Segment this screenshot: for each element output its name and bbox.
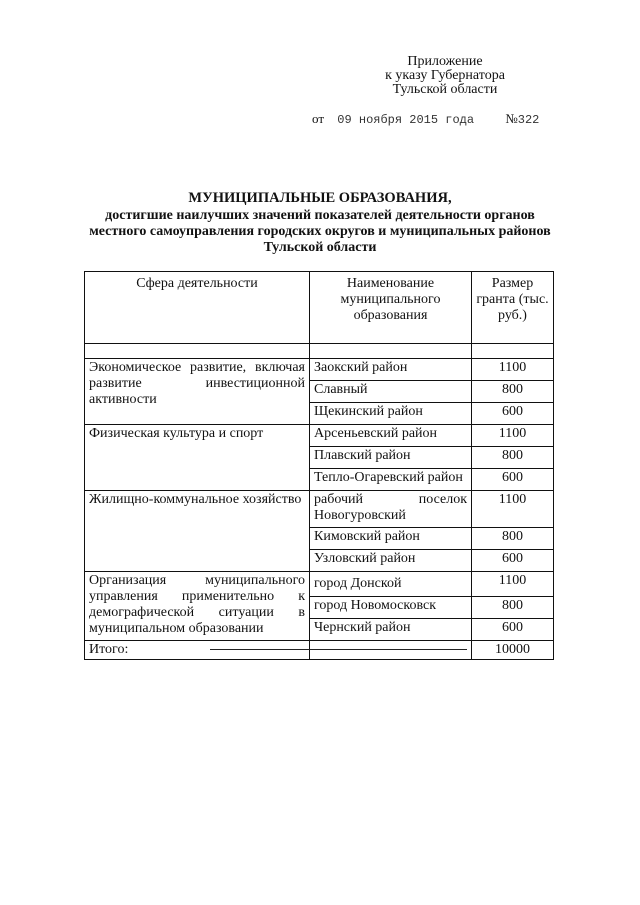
closing-rule [210,649,467,650]
municipality-cell: Славный [310,381,472,403]
municipality-cell: Арсеньевский район [310,425,472,447]
total-empty-cell [310,641,472,660]
municipality-cell: Тепло-Огаревский район [310,469,472,491]
decree-number: 322 [517,113,540,127]
table-row [85,425,554,447]
appendix-header [360,55,530,97]
decree-number-label: № [505,111,518,126]
appendix-line-3: Тульской области [392,82,498,97]
municipality-cell: Кимовский район [310,528,472,550]
grant-cell: 600 [472,619,554,641]
municipality-cell: рабочий поселок Новогуровский [310,491,472,528]
grant-cell: 800 [472,597,554,619]
appendix-line-2: к указу Губернатора [385,68,505,83]
header-name: Наименование муниципального образования [310,272,472,344]
grant-cell: 800 [472,528,554,550]
title-sub-3: Тульской области [263,240,377,255]
total-value: 10000 [472,641,554,660]
grant-cell: 1100 [472,359,554,381]
grant-cell: 600 [472,550,554,572]
municipality-cell: город Новомосковск [310,597,472,619]
title-sub-1: достигшие наилучших значений показателей деятельности органов [105,208,535,223]
grant-cell: 1100 [472,425,554,447]
grant-cell: 800 [472,447,554,469]
document-title [80,190,560,256]
table-row [85,491,554,528]
municipality-cell: Узловский район [310,550,472,572]
header-sphere: Сфера деятельности [85,272,310,344]
table-row [85,359,554,381]
table-row [85,572,554,597]
decree-date: 09 ноября 2015 года [337,113,475,127]
sphere-cell: Жилищно-коммунальное хозяйство [85,491,310,572]
table-header-row [85,272,554,344]
title-sub-2: местного самоуправления городских округов и муниципальных районов [89,224,551,239]
sphere-cell: Физическая культура и спорт [85,425,310,491]
municipality-cell: Чернский район [310,619,472,641]
municipality-cell: Плавский район [310,447,472,469]
appendix-line-1: Приложение [407,54,483,69]
grants-table [84,271,554,660]
grant-cell: 1100 [472,572,554,597]
table-separator-row [85,344,554,359]
grant-cell: 1100 [472,491,554,528]
grant-cell: 600 [472,469,554,491]
decree-from-label: от [312,111,325,126]
grant-cell: 600 [472,403,554,425]
grant-cell: 800 [472,381,554,403]
total-label: Итого: [85,641,310,660]
header-size: Размер гранта (тыс. руб.) [472,272,554,344]
decree-date-line [312,111,539,127]
sphere-cell: Экономическое развитие, включая развитие инвестиционной активности [85,359,310,425]
municipality-cell: город Донской [310,572,472,597]
municipality-cell: Заокский район [310,359,472,381]
table-total-row [85,641,554,660]
municipality-cell: Щекинский район [310,403,472,425]
title-main: МУНИЦИПАЛЬНЫЕ ОБРАЗОВАНИЯ, [188,190,452,206]
sphere-cell: Организация муниципального управления применительно к демографической ситуации в муниципальном образовании [85,572,310,641]
